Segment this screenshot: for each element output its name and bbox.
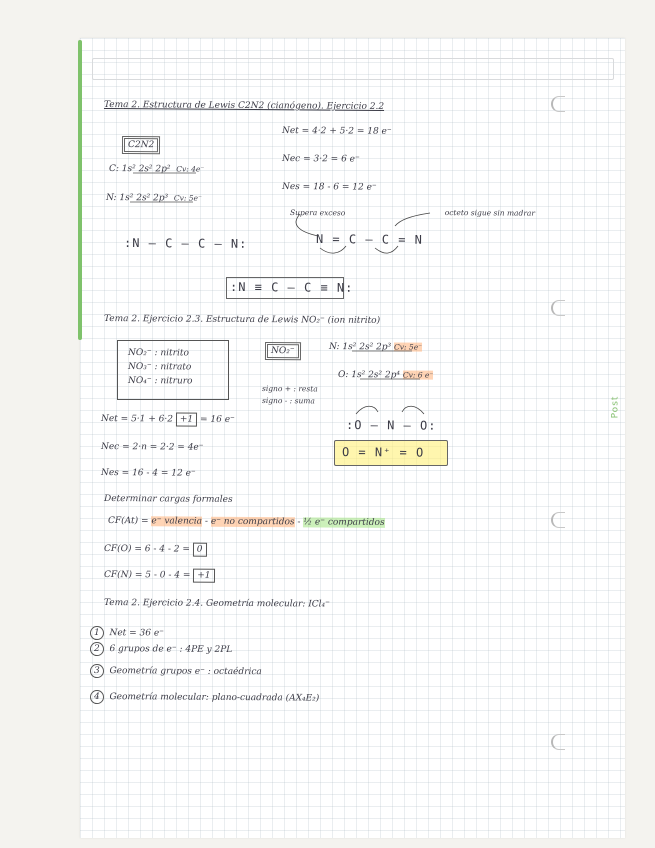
lewis-no2-final: O = N⁺ = O — [341, 445, 425, 460]
note-octeto: octeto sigue sin madrar — [444, 208, 536, 218]
arrow-no2-right — [402, 406, 424, 414]
formal-charges-title: Determinar cargas formales — [103, 494, 233, 505]
carbon-config: C: 1s² 2s² 2p² Cv: 4e⁻ — [108, 164, 205, 175]
step-2: 2 6 grupos de e⁻ : 4PE y 2PL — [90, 644, 232, 655]
arrow-octeto — [395, 213, 430, 226]
anion-row-2: NO₃⁻ : nitrato — [127, 362, 192, 373]
anion-row-3: NO₄⁻ : nitruro — [127, 376, 193, 387]
step-4: 4 Geometría molecular: plano-cuadrada (AX₄E₂) — [90, 692, 319, 704]
formal-charge-nitrogen: CF(N) = 5 - 0 - 4 = +1 — [104, 570, 215, 581]
net-count-1: Net = 4·2 + 5·2 = 18 e⁻ — [281, 126, 392, 137]
lewis-c2n2-double: N = C – C = N — [315, 232, 423, 247]
arrow-no2-left — [356, 406, 378, 414]
lewis-c2n2-initial: :N – C – C – N: — [123, 236, 248, 251]
note-supera-exceso: Supera exceso — [289, 208, 346, 218]
exercise-2-2-title: Tema 2. Estructura de Lewis C2N2 (cianógeno). Ejercicio 2.2 — [103, 100, 385, 112]
brand-watermark: Post — [610, 395, 621, 419]
sign-minus-rule: signo - : suma — [261, 396, 315, 406]
arrow-bond-shift-2 — [375, 246, 398, 253]
formal-charge-oxygen: CF(O) = 6 - 4 - 2 = 0 — [104, 544, 207, 555]
arrow-exceso — [296, 214, 318, 236]
lewis-no2-initial: :O – N – O: — [345, 418, 437, 433]
sign-plus-rule: signo + : resta — [261, 384, 318, 394]
nes-count-2: Nes = 16 - 4 = 12 e⁻ — [100, 468, 196, 479]
anion-row-1: NO₂⁻ : nitrito — [127, 348, 189, 359]
charge-box: +1 — [176, 413, 197, 427]
step-1: 1 Net = 36 e⁻ — [90, 628, 164, 639]
step-3: 3 Geometría grupos e⁻ : octaédrica — [90, 666, 262, 677]
lewis-c2n2-final: :N ≡ C – C ≡ N: — [229, 280, 354, 295]
nitrogen-config-2: N: 1s² 2s² 2p³ Cv: 5e⁻ — [328, 342, 423, 353]
nitrogen-config: N: 1s² 2s² 2p³ Cv: 5e⁻ — [105, 193, 203, 204]
exercise-2-3-title: Tema 2. Ejercicio 2.3. Estructura de Lewis NO₂⁻ (ion nitrito) — [103, 314, 381, 326]
formula-box-no2: NO₂⁻ — [265, 342, 301, 360]
nec-count-2: Nec = 2·n = 2·2 = 4e⁻ — [100, 442, 204, 453]
net-count-2: Net = 5·1 + 6·2 +1 = 16 e⁻ — [100, 414, 235, 425]
oxygen-config: O: 1s² 2s² 2p⁴ Cv: 6 e⁻ — [337, 370, 434, 381]
exercise-2-4-title: Tema 2. Ejercicio 2.4. Geometría molecular: ICl₄⁻ — [103, 598, 330, 610]
nec-count-1: Nec = 3·2 = 6 e⁻ — [281, 154, 360, 165]
formula-box-c2n2: C2N2 — [122, 136, 160, 154]
nes-count-1: Nes = 18 - 6 = 12 e⁻ — [281, 182, 377, 193]
arrow-bond-shift-1 — [320, 246, 346, 253]
formal-charge-formula: CF(At) = e⁻ valencia - e⁻ no compartidos - ½ e⁻ compartidos — [107, 516, 385, 528]
